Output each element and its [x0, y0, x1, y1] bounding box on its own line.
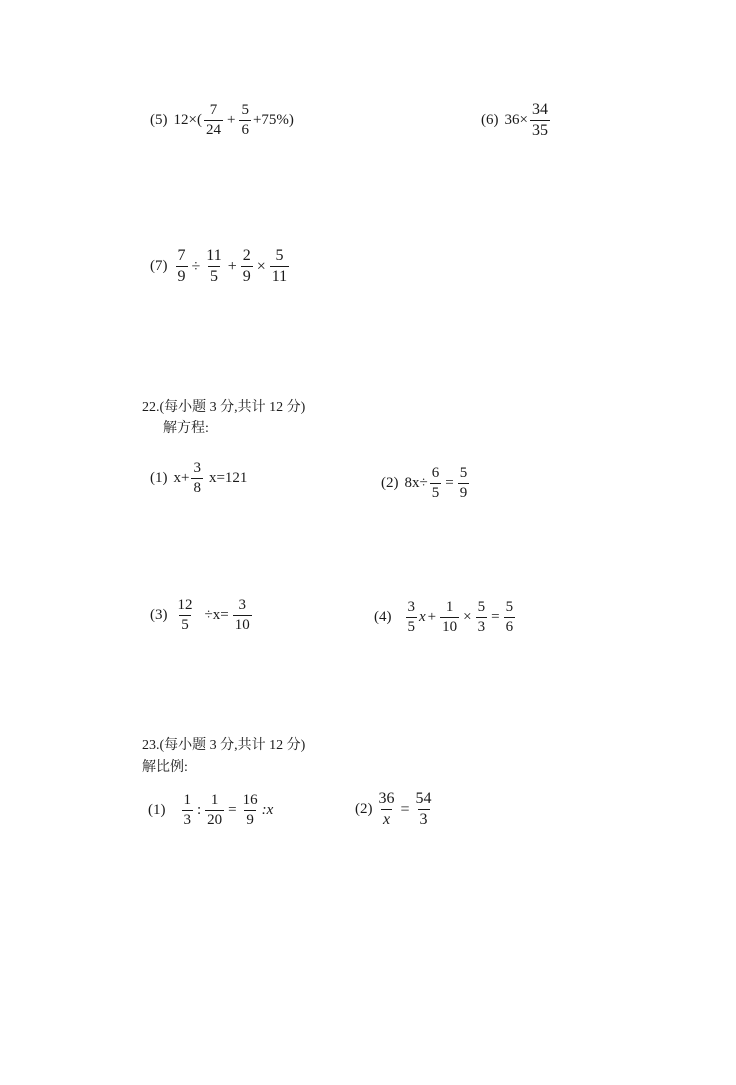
problem-22-3 — [150, 598, 254, 633]
operator: : — [197, 802, 202, 818]
operator: = — [491, 609, 500, 625]
fraction: $\frac{5}{9}$ — [459, 465, 468, 501]
problem-label: (2) — [381, 475, 399, 491]
expr-text: 36× — [504, 112, 528, 128]
section-23-heading: 23.(每小题 3 分,共计 12 分) — [142, 738, 306, 753]
expr-text: :x — [261, 802, 274, 818]
operator: = — [228, 802, 237, 818]
problem-22-4 — [374, 600, 517, 635]
fraction: $\frac{6}{5}$ — [431, 465, 440, 501]
problem-23-2 — [355, 791, 436, 828]
fraction: $\frac{5}{6}$ — [505, 599, 514, 635]
expr-text: x=121 — [208, 470, 248, 486]
fraction: $\frac{1}{3}$ — [183, 792, 191, 828]
expr-text: 12×( — [173, 112, 202, 128]
problem-label: (2) — [355, 801, 373, 817]
expr-text: ÷x= — [204, 607, 229, 623]
expr-text: +75%) — [252, 112, 294, 128]
operator: = — [400, 800, 410, 818]
fraction: $\frac{5}{3}$ — [477, 599, 486, 635]
fraction: $\frac{7}{9}$ — [177, 247, 186, 285]
problem-21-5 — [150, 103, 294, 138]
fraction: $\frac{5}{6}$ — [241, 102, 249, 138]
problem-label: (1) — [150, 470, 168, 486]
fraction: $\frac{7}{24}$ — [205, 102, 221, 138]
fraction: $\frac{54}{3}$ — [415, 790, 432, 828]
fraction: $\frac{16}{9}$ — [242, 792, 258, 828]
operator: = — [445, 475, 454, 491]
section-22-heading: 22.(每小题 3 分,共计 12 分) — [142, 400, 306, 415]
fraction: $\frac{1}{10}$ — [442, 599, 458, 635]
variable: x — [419, 609, 426, 625]
operator: + — [227, 257, 237, 275]
problem-22-2 — [381, 466, 471, 501]
fraction: $\frac{1}{20}$ — [207, 792, 223, 828]
fraction: $\frac{3}{10}$ — [234, 597, 250, 633]
fraction: $\frac{34}{35}$ — [531, 101, 548, 139]
operator: × — [463, 609, 472, 625]
problem-21-6 — [481, 102, 552, 139]
problem-label: (5) — [150, 112, 168, 128]
operator: + — [427, 609, 437, 625]
fraction: $\frac{5}{11}$ — [271, 247, 288, 285]
fraction: $\frac{3}{8}$ — [193, 460, 201, 496]
problem-label: (1) — [148, 802, 166, 818]
fraction: $\frac{36}{x}$ — [378, 790, 395, 828]
expr-text: 8x÷ — [404, 475, 428, 491]
section-22-instruction: 解方程: — [163, 421, 209, 436]
problem-label: (6) — [481, 112, 499, 128]
operator: + — [226, 112, 236, 128]
problem-label: (4) — [374, 609, 392, 625]
fraction: $\frac{12}{5}$ — [177, 597, 193, 633]
problem-22-1 — [150, 461, 247, 496]
fraction: $\frac{3}{5}$ — [407, 599, 415, 635]
expr-text: x+ — [173, 470, 190, 486]
operator: ÷ — [191, 257, 201, 275]
fraction: $\frac{11}{5}$ — [206, 247, 222, 285]
problem-label: (3) — [150, 607, 168, 623]
problem-23-1 — [148, 793, 273, 828]
problem-21-7 — [150, 248, 291, 285]
fraction: $\frac{2}{9}$ — [242, 247, 251, 285]
operator: × — [256, 257, 266, 275]
problem-label: (7) — [150, 258, 168, 274]
section-23-instruction: 解比例: — [142, 760, 188, 775]
